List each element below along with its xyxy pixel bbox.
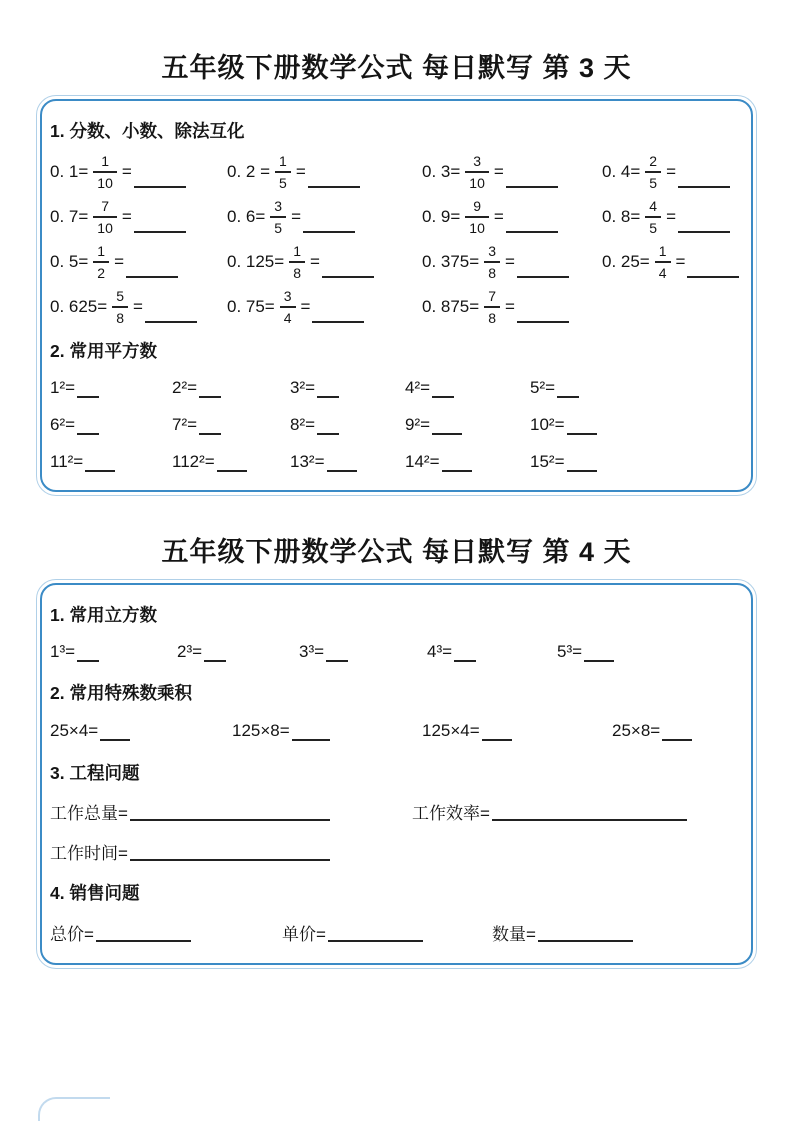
- equals-sign: =: [310, 251, 320, 271]
- denominator: 8: [112, 306, 128, 325]
- denominator: 5: [645, 216, 661, 235]
- numerator: 1: [101, 152, 109, 169]
- answer-blank: [506, 229, 558, 233]
- answer-blank: [442, 468, 472, 472]
- denominator: 4: [655, 261, 671, 280]
- fraction: [645, 154, 661, 190]
- fraction-exercise: [422, 199, 602, 235]
- fraction: [484, 244, 500, 280]
- answer-blank: [687, 274, 739, 278]
- square-exercise: [290, 452, 405, 472]
- denominator: 8: [484, 261, 500, 280]
- decimal-text: 0. 9=: [422, 206, 461, 226]
- square-exercise: [172, 452, 290, 472]
- cube-exercise: [299, 642, 427, 662]
- section-heading-engineering: 3. 工程问题: [50, 763, 140, 783]
- square-label: 6²=: [50, 414, 76, 434]
- answer-blank: [217, 468, 247, 472]
- exercise-row: [50, 911, 737, 953]
- denominator: 8: [289, 261, 305, 280]
- fraction: [645, 199, 661, 235]
- exercise-row: [50, 406, 737, 443]
- equals-sign: =: [291, 206, 302, 226]
- exercise-row: [50, 831, 737, 871]
- decimal-text: 0. 125=: [227, 251, 285, 271]
- square-label: 4²=: [405, 377, 431, 397]
- section-heading-products: 2. 常用特殊数乘积: [50, 683, 192, 703]
- square-exercise: [290, 415, 405, 435]
- square-label: 10²=: [530, 414, 565, 434]
- decimal-text: 0. 5=: [50, 251, 89, 271]
- numerator: 2: [649, 152, 658, 169]
- cube-exercise: [557, 642, 737, 662]
- product-exercise: [612, 721, 737, 741]
- denominator: 8: [484, 306, 500, 325]
- sales-label: 单价=: [282, 924, 326, 944]
- square-exercise: [50, 378, 172, 398]
- product-label: 25×4=: [50, 721, 99, 740]
- square-exercise: [405, 452, 530, 472]
- square-label: 11²=: [50, 451, 84, 471]
- sales-exercise: [282, 920, 492, 945]
- page-title-day4: 五年级下册数学公式 每日默写 第 4 天: [161, 537, 632, 567]
- product-exercise: [232, 721, 422, 741]
- answer-blank: [326, 658, 348, 662]
- exercise-row: [50, 284, 737, 329]
- product-exercise: [50, 721, 232, 741]
- answer-blank: [327, 468, 357, 472]
- exercise-row: [50, 149, 737, 194]
- fraction: [93, 199, 117, 235]
- cube-label: 3³=: [299, 642, 325, 661]
- fraction-exercise: [227, 244, 422, 280]
- answer-blank: [662, 737, 692, 741]
- fraction: [465, 154, 489, 190]
- answer-blank: [678, 184, 730, 188]
- cube-label: 5³=: [557, 642, 583, 661]
- square-label: 15²=: [530, 451, 565, 471]
- answer-blank: [317, 431, 339, 435]
- answer-blank: [506, 184, 558, 188]
- answer-blank: [134, 229, 186, 233]
- answer-blank: [584, 658, 614, 662]
- answer-blank: [85, 468, 115, 472]
- cube-exercise: [177, 642, 299, 662]
- fraction-exercise: [227, 154, 422, 190]
- decimal-text: 0. 7=: [50, 206, 89, 226]
- answer-blank: [77, 658, 99, 662]
- square-label: 2²=: [172, 377, 198, 397]
- numerator: 4: [649, 197, 658, 214]
- product-label: 125×4=: [422, 721, 480, 740]
- numerator: 1: [658, 242, 667, 259]
- fraction-exercise: [422, 154, 602, 190]
- denominator: 5: [275, 171, 291, 190]
- cube-exercise: [50, 642, 177, 662]
- answer-blank: [199, 431, 221, 435]
- answer-blank: [432, 431, 462, 435]
- equals-sign: =: [121, 161, 132, 181]
- equals-sign: =: [493, 161, 504, 181]
- square-exercise: [50, 452, 172, 472]
- page-title-day3: 五年级下册数学公式 每日默写 第 3 天: [161, 53, 632, 83]
- exercise-row: [50, 791, 737, 831]
- sales-exercise: [50, 920, 282, 945]
- exercise-row: [50, 711, 737, 751]
- answer-blank: [77, 394, 99, 398]
- cube-label: 1³=: [50, 642, 76, 661]
- fraction: [484, 289, 500, 325]
- sales-exercise: [492, 920, 737, 945]
- fraction: [280, 289, 296, 325]
- answer-blank: [567, 431, 597, 435]
- fraction-exercise: [227, 289, 422, 325]
- denominator: 10: [465, 216, 489, 235]
- cube-label: 2³=: [177, 642, 203, 661]
- answer-blank: [130, 857, 330, 861]
- square-label: 7²=: [172, 414, 198, 434]
- numerator: 3: [488, 242, 496, 259]
- answer-blank: [517, 274, 569, 278]
- square-exercise: [172, 378, 290, 398]
- section-heading-squares: 2. 常用平方数: [50, 341, 157, 361]
- fraction: [93, 244, 109, 280]
- answer-blank: [678, 229, 730, 233]
- worksheet-box-day3: [40, 99, 753, 492]
- fraction-exercise: [422, 244, 602, 280]
- numerator: 1: [97, 242, 106, 259]
- answer-blank: [312, 319, 364, 323]
- denominator: 2: [93, 261, 109, 280]
- decimal-text: 0. 6=: [227, 206, 266, 226]
- exercise-row: [50, 194, 737, 239]
- decimal-text: 0. 3=: [422, 161, 461, 181]
- numerator: 7: [488, 287, 496, 304]
- square-exercise: [530, 452, 737, 472]
- fraction: [655, 244, 671, 280]
- fraction: [289, 244, 305, 280]
- exercise-row: [50, 633, 737, 671]
- answer-blank: [322, 274, 374, 278]
- fraction-exercise: [602, 244, 739, 280]
- answer-blank: [308, 184, 360, 188]
- next-box-partial-border: [38, 1097, 110, 1121]
- fraction-exercise: [50, 289, 227, 325]
- answer-blank: [538, 938, 633, 942]
- square-exercise: [530, 415, 737, 435]
- square-label: 3²=: [290, 377, 316, 397]
- numerator: 1: [293, 242, 301, 259]
- fraction: [112, 289, 128, 325]
- work-label: 工作总量=: [50, 803, 128, 823]
- decimal-text: 0. 2 =: [227, 161, 271, 181]
- fraction-exercise: [602, 154, 737, 190]
- square-exercise: [172, 415, 290, 435]
- fraction: [465, 199, 489, 235]
- numerator: 5: [116, 287, 124, 304]
- square-label: 14²=: [405, 451, 440, 471]
- square-exercise: [405, 378, 530, 398]
- fraction-exercise: [422, 289, 602, 325]
- denominator: 5: [645, 171, 661, 190]
- fraction-exercise: [50, 199, 227, 235]
- decimal-text: 0. 75=: [227, 296, 275, 316]
- decimal-text: 0. 4=: [602, 161, 641, 181]
- answer-blank: [134, 184, 186, 188]
- answer-blank: [557, 394, 579, 398]
- square-exercise: [405, 415, 530, 435]
- denominator: 10: [93, 216, 117, 235]
- exercise-row: [50, 369, 737, 406]
- answer-blank: [317, 394, 339, 398]
- equals-sign: =: [300, 296, 311, 316]
- work-exercise: [50, 839, 412, 864]
- fraction: [93, 154, 117, 190]
- answer-blank: [145, 319, 197, 323]
- answer-blank: [454, 658, 476, 662]
- answer-blank: [96, 938, 191, 942]
- answer-blank: [292, 737, 330, 741]
- equals-sign: =: [505, 251, 515, 271]
- equals-sign: =: [666, 206, 677, 226]
- product-exercise: [422, 721, 612, 741]
- equals-sign: =: [133, 296, 143, 316]
- denominator: 10: [93, 171, 117, 190]
- numerator: 1: [279, 152, 287, 169]
- square-exercise: [290, 378, 405, 398]
- cube-exercise: [427, 642, 557, 662]
- product-label: 125×8=: [232, 721, 290, 740]
- square-label: 8²=: [290, 414, 316, 434]
- numerator: 3: [473, 152, 481, 169]
- sales-label: 数量=: [492, 924, 536, 944]
- square-label: 13²=: [290, 451, 325, 471]
- decimal-text: 0. 1=: [50, 161, 89, 181]
- fraction-exercise: [602, 199, 737, 235]
- fraction-exercise: [227, 199, 422, 235]
- product-label: 25×8=: [612, 721, 661, 740]
- answer-blank: [492, 817, 687, 821]
- decimal-text: 0. 625=: [50, 296, 108, 316]
- fraction-exercise: [50, 244, 227, 280]
- answer-blank: [482, 737, 512, 741]
- work-label: 工作时间=: [50, 843, 128, 863]
- answer-blank: [204, 658, 226, 662]
- fraction-exercise: [50, 154, 227, 190]
- square-label: 1²=: [50, 377, 76, 397]
- answer-blank: [303, 229, 355, 233]
- square-label: 5²=: [530, 377, 556, 397]
- section-heading-cubes: 1. 常用立方数: [50, 605, 157, 625]
- worksheet-box-day4: [40, 583, 753, 965]
- answer-blank: [432, 394, 454, 398]
- section-heading-sales: 4. 销售问题: [50, 883, 140, 903]
- square-exercise: [50, 415, 172, 435]
- numerator: 3: [274, 197, 283, 214]
- answer-blank: [567, 468, 597, 472]
- numerator: 7: [101, 197, 109, 214]
- square-label: 9²=: [405, 414, 431, 434]
- numerator: 9: [473, 197, 481, 214]
- sales-label: 总价=: [50, 924, 94, 944]
- decimal-text: 0. 8=: [602, 206, 641, 226]
- denominator: 10: [465, 171, 489, 190]
- exercise-row: [50, 239, 737, 284]
- answer-blank: [328, 938, 423, 942]
- decimal-text: 0. 375=: [422, 251, 480, 271]
- equals-sign: =: [121, 206, 132, 226]
- section-heading-fractions: 1. 分数、小数、除法互化: [50, 121, 245, 141]
- denominator: 5: [270, 216, 286, 235]
- square-exercise: [530, 378, 737, 398]
- work-exercise: [50, 799, 412, 824]
- decimal-text: 0. 875=: [422, 296, 480, 316]
- fraction: [275, 154, 291, 190]
- exercise-row: [50, 443, 737, 480]
- cube-label: 4³=: [427, 642, 453, 661]
- answer-blank: [100, 737, 130, 741]
- answer-blank: [126, 274, 178, 278]
- work-exercise: [412, 799, 737, 824]
- answer-blank: [199, 394, 221, 398]
- answer-blank: [77, 431, 99, 435]
- equals-sign: =: [505, 296, 515, 316]
- equals-sign: =: [295, 161, 306, 181]
- numerator: 3: [283, 287, 292, 304]
- work-label: 工作效率=: [412, 803, 490, 823]
- equals-sign: =: [114, 251, 125, 271]
- decimal-text: 0. 25=: [602, 251, 650, 271]
- equals-sign: =: [493, 206, 504, 226]
- answer-blank: [517, 319, 569, 323]
- equals-sign: =: [666, 161, 677, 181]
- answer-blank: [130, 817, 330, 821]
- square-label: 112²=: [172, 451, 215, 471]
- denominator: 4: [280, 306, 296, 325]
- equals-sign: =: [675, 251, 686, 271]
- fraction: [270, 199, 286, 235]
